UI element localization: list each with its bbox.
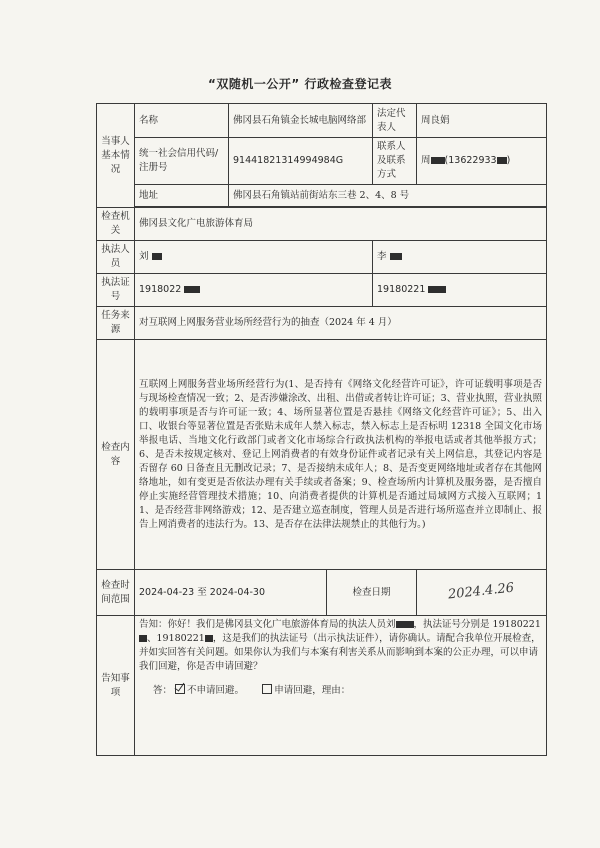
credit-code-label: 统一社会信用代码/注册号	[135, 138, 229, 185]
contact-label: 联系人及联系方式	[373, 138, 417, 185]
address-label: 地址	[135, 185, 229, 207]
handwritten-date: 2024.4.26	[447, 580, 516, 603]
credit-code-value: 91441821314994984G	[229, 138, 373, 185]
notice-label: 告知事项	[97, 616, 135, 756]
task-label: 任务来源	[97, 307, 135, 340]
name-value: 佛冈县石角镇金长城电脑网络部	[229, 104, 373, 138]
cert-no-2-value: 19180221	[377, 284, 426, 295]
notice-text-3: 、19180221	[147, 633, 205, 644]
redaction-mark	[497, 157, 507, 164]
check-date-value	[417, 570, 547, 616]
officer-1-name: 刘	[139, 251, 149, 262]
legal-rep-value: 周良娟	[417, 104, 547, 138]
notice-text-1: 告知：你好！我们是佛冈县文化广电旅游体育局的执法人员刘	[139, 619, 396, 630]
cert-no-1-value: 1918022	[139, 284, 182, 295]
contact-phone-end: )	[506, 155, 511, 166]
officer-2	[373, 241, 547, 274]
inspection-form-table	[96, 103, 547, 756]
contact-phone: (13622933	[444, 155, 497, 166]
redaction-mark	[139, 635, 147, 642]
legal-rep-label: 法定代表人	[373, 104, 417, 138]
cert-label: 执法证号	[97, 274, 135, 307]
notice-text-4: ，这是我们的执法证号（出示执法证件），请你确认。请配合我单位开展检查，并如实回答有关问题。如果你认为我们与本案有利害关系从而影响到本案的公正办理，可以申请我们回避，你是否申请回避？	[139, 633, 541, 672]
period-sep: 至	[197, 586, 207, 598]
form-title: “双随机一公开” 行政检查登记表	[208, 77, 392, 91]
redaction-mark	[152, 253, 162, 260]
agency-value: 佛冈县文化广电旅游体育局	[135, 208, 547, 241]
party-section-label: 当事人基本情况	[97, 104, 135, 208]
address-value: 佛冈县石角镇站前街站东三巷 2、4、8 号	[229, 185, 547, 207]
checkbox-recusal[interactable]	[262, 684, 272, 694]
redaction-mark	[431, 157, 445, 164]
officer-1	[135, 241, 373, 274]
officer-2-name: 李	[377, 251, 387, 262]
period-label: 检查时间范围	[97, 570, 135, 616]
redaction-mark	[390, 253, 402, 260]
task-value: 对互联网上网服务营业场所经营行为的抽查（2024 年 4 月）	[135, 307, 547, 340]
cert-no-2	[373, 274, 547, 307]
redaction-mark	[428, 286, 446, 293]
option-no-recusal: 不申请回避。	[187, 685, 245, 696]
contact-value	[417, 138, 547, 185]
agency-label: 检查机关	[97, 208, 135, 241]
period-start: 2024-04-23	[139, 586, 195, 598]
option-recusal: 申请回避，理由：	[274, 685, 351, 696]
redaction-mark	[205, 635, 213, 642]
checkbox-no-recusal[interactable]	[175, 684, 185, 694]
contact-name: 周	[421, 155, 431, 166]
notice-text-2: ，执法证号分别是 19180221	[413, 619, 541, 630]
redaction-mark	[184, 286, 200, 293]
redaction-mark	[396, 621, 414, 628]
notice-content	[135, 616, 547, 756]
period-range	[135, 570, 327, 616]
content-label: 检查内容	[97, 340, 135, 570]
officers-label: 执法人员	[97, 241, 135, 274]
content-text: 互联网上网服务营业场所经营行为(1、是否持有《网络文化经营许可证》，许可证载明事项是否与现场检查情况一致；2、是否涉嫌涂改、出租、出借或者转让许可证；3、营业执照，营业执照的载明事项是否与许可证一致；4、场所显著位置是否悬挂《网络文化经营许可证》；5、出入口、收银台等显著位置是否张贴未成年人禁入标志，禁入标志上是否标明 12318 全国文化市场举报电话、当地文化行政部门或者文化市场综合行政执法机构的举报电话或者其他举报方式；6、是否未按规定核对、登记上网消费者的有效身份证件或者记录有关上网信息，其登记内容是否留存 60 日备查且无删改记录；7、是否接纳未成年人；8、是否变更网络地址或者存在其他网络地址，如有变更是否依法办理有关手续或者备案；9、检查场所内计算机及服务器，是否擅自停止实施经营管理技术措施；10、向消费者提供的计算机是否通过局域网方式接入互联网；11、是否经营非网络游戏；12、是否建立巡查制度，管理人员是否进行场所巡查并立即制止、报告上网消费者的违法行为。13、是否存在法律法规禁止的其他行为。)	[135, 340, 547, 570]
answer-prefix: 答：	[153, 685, 173, 696]
cert-no-1	[135, 274, 373, 307]
check-date-label: 检查日期	[327, 570, 417, 616]
period-end: 2024-04-30	[209, 586, 266, 598]
notice-answer	[139, 684, 542, 698]
name-label: 名称	[135, 104, 229, 138]
